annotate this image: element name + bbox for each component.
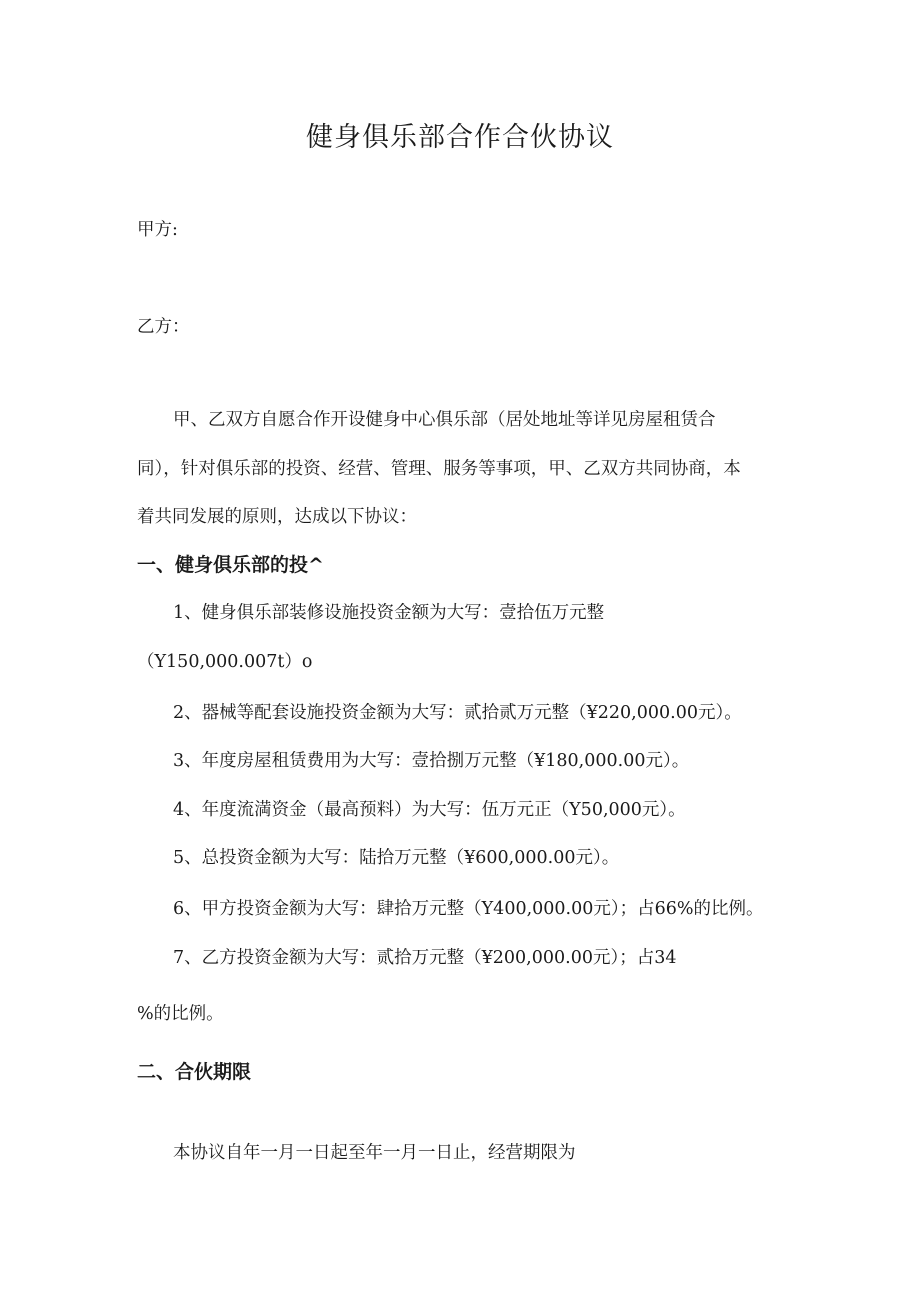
- party-a-label: 甲方:: [137, 220, 178, 240]
- section-2-paragraph-line-1: 本协议自年一月一日起至年一月一日止，经营期限为: [173, 1143, 576, 1163]
- section-1-item-1-line-1: 1、健身俱乐部装修设施投资金额为大写：壹拾伍万元整: [173, 603, 605, 623]
- section-1-item-4: 4、年度流満资金（最高预料）为大写：伍万元正（Y50,000元）。: [173, 800, 686, 820]
- section-1-item-7-line-2: %的比例。: [137, 1004, 224, 1024]
- section-1-item-3: 3、年度房屋租赁费用为大写：壹拾捌万元整（¥180,000.00元）。: [173, 751, 690, 771]
- intro-line-3: 着共同发展的原则，达成以下协议：: [137, 507, 417, 527]
- section-1-heading: 一、健身俱乐部的投^: [137, 554, 324, 576]
- section-1-item-2: 2、器械等配套设施投资金额为大写：贰拾贰万元整（¥220,000.00元）。: [173, 703, 742, 723]
- section-2-heading: 二、合伙期限: [137, 1061, 252, 1083]
- section-1-item-7-line-1: 7、乙方投资金额为大写：贰拾万元整（¥200,000.00元）；占34: [173, 948, 677, 968]
- section-1-item-1-line-2: （Y150,000.007t）o: [137, 652, 313, 672]
- party-b-label: 乙方：: [137, 317, 190, 337]
- intro-line-1: 甲、乙双方自愿合作开设健身中心俱乐部（居处地址等详见房屋租赁合: [173, 410, 716, 430]
- section-1-item-6: 6、甲方投资金额为大写：肆拾万元整（Y400,000.00元）；占66%的比例。: [173, 899, 764, 919]
- intro-line-2: 同），针对俱乐部的投资、经营、管理、服务等事项，甲、乙双方共同协商，本: [137, 459, 741, 479]
- section-1-item-5: 5、总投资金额为大写：陆拾万元整（¥600,000.00元）。: [173, 848, 620, 868]
- document-title: 健身俱乐部合作合伙协议: [306, 122, 614, 153]
